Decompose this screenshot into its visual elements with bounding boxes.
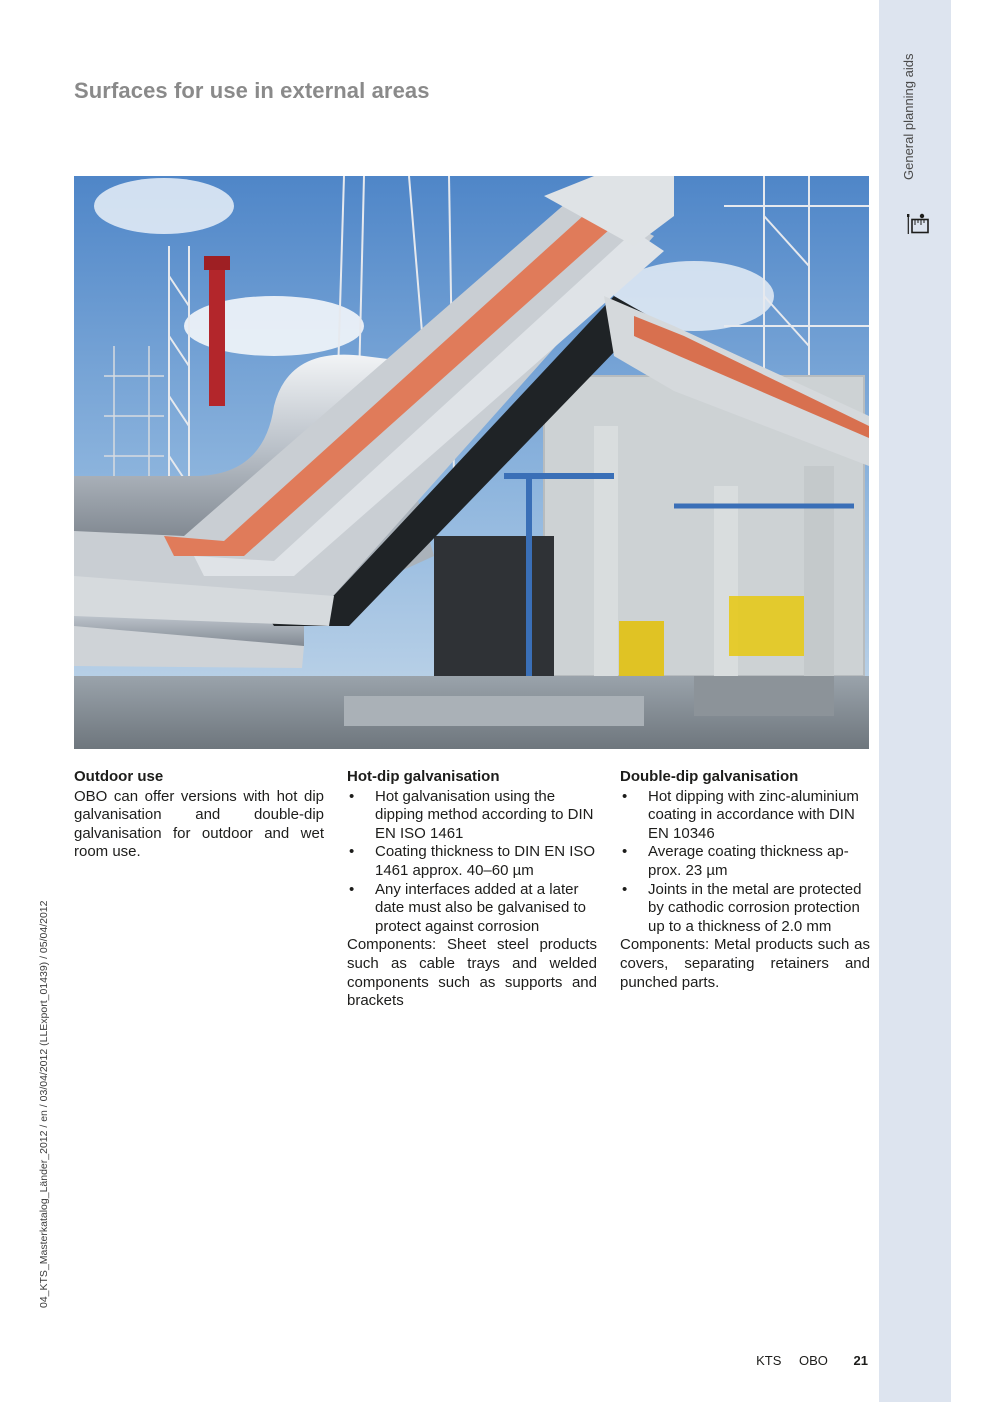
footer-section: KTS xyxy=(756,1353,782,1368)
double-dip-bullet-list xyxy=(620,788,870,937)
column-outdoor-use xyxy=(74,768,324,862)
side-tab xyxy=(879,0,951,1402)
list-item: • Coating thickness to DIN EN ISO 1461 approx. 40–60 µm xyxy=(347,843,597,880)
double-dip-heading: Double-dip galvanisation xyxy=(620,768,799,785)
list-item: • Hot galvanisation using the dipping method according to DIN EN ISO 1461 xyxy=(347,788,597,844)
double-dip-components: Components: Metal products such as covers, separating retainers and punched parts. xyxy=(620,936,870,991)
page-footer xyxy=(742,1353,868,1368)
list-item: • Average coating thickness approx. 23 µm xyxy=(620,843,870,880)
industrial-cable-tray-photo xyxy=(74,176,869,749)
hot-dip-bullet-list xyxy=(347,788,597,937)
hot-dip-components: Components: Sheet steel products such as cable trays and welded components such as supports and brackets xyxy=(347,936,597,1010)
outdoor-use-heading: Outdoor use xyxy=(74,768,164,785)
section-label: General planning aids xyxy=(901,53,916,180)
print-metadata-text: 04_KTS_Masterkatalog_Länder_2012 / en / 03/04/2012 (LLExport_01439) / 05/04/2012 xyxy=(38,900,50,1308)
column-double-dip xyxy=(620,768,870,992)
list-item: • Hot dipping with zinc-aluminium coating in accordance with DIN EN 10346 xyxy=(620,788,870,844)
ruler-measuring-icon xyxy=(906,212,930,236)
list-item: • Joints in the metal are protected by cathodic corrosion protection up to a thickness of 2.0 mm xyxy=(620,881,870,937)
hot-dip-heading: Hot-dip galvanisation xyxy=(347,768,500,785)
list-item: • Any interfaces added at a later date must also be galvanised to protect against corrosion xyxy=(347,881,597,937)
footer-brand: OBO xyxy=(799,1353,828,1368)
page-title: Surfaces for use in external areas xyxy=(74,78,430,103)
print-metadata xyxy=(38,900,428,1308)
column-hot-dip xyxy=(347,768,597,1011)
page-number: 21 xyxy=(853,1353,868,1368)
outdoor-use-text: OBO can offer versions with hot dip galvanisation and double-dip galvanisation for outdoor and wet room use. xyxy=(74,787,324,861)
